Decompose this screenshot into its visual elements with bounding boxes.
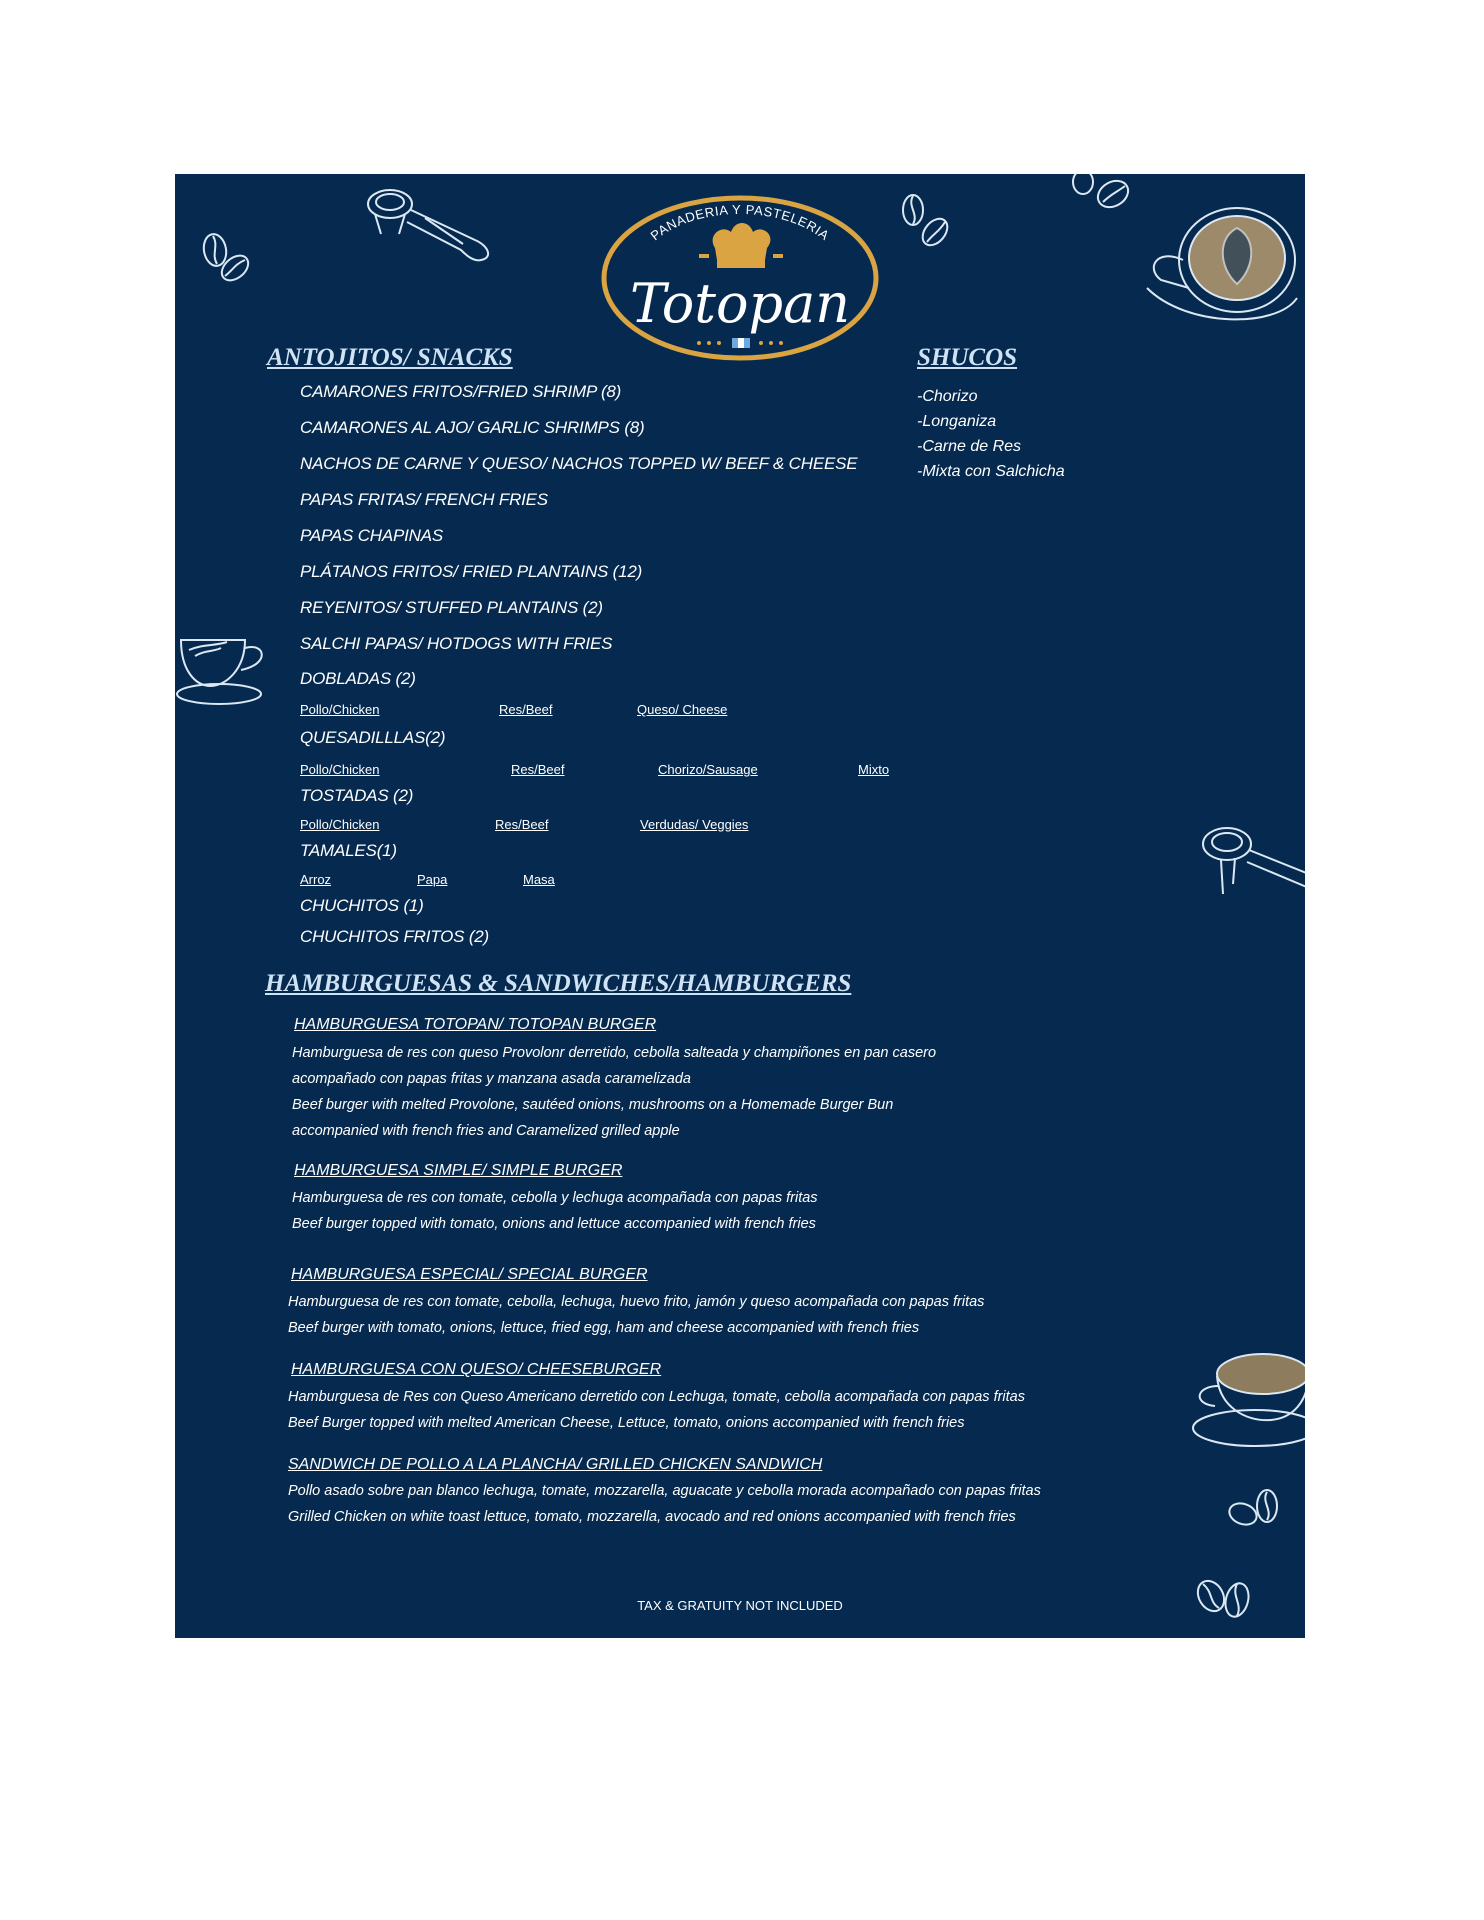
menu-item: CHUCHITOS (1) bbox=[300, 896, 424, 915]
option-label: Queso/ Cheese bbox=[637, 702, 728, 717]
burger-description-line: Beef burger topped with tomato, onions and lettuce accompanied with french fries bbox=[292, 1216, 816, 1232]
burger-description-line: accompanied with french fries and Caramelized grilled apple bbox=[292, 1123, 680, 1139]
option-label: Pollo/Chicken bbox=[300, 817, 380, 832]
burger-description-line: Beef Burger topped with melted American Cheese, Lettuce, tomato, onions accompanied with french fries bbox=[288, 1415, 965, 1431]
option-label: Masa bbox=[523, 872, 555, 887]
burger-description-line: Hamburguesa de res con tomate, cebolla y lechuga acompañada con papas fritas bbox=[292, 1190, 818, 1206]
burger-name: SANDWICH DE POLLO A LA PLANCHA/ GRILLED CHICKEN SANDWICH bbox=[288, 1456, 823, 1473]
burger-description-line: Hamburguesa de res con queso Provolonr derretido, cebolla salteada y champiñones en pan casero bbox=[292, 1045, 937, 1061]
menu-item: NACHOS DE CARNE Y QUESO/ NACHOS TOPPED W/ BEEF & CHEESE bbox=[300, 454, 858, 473]
logo-arc-text: PANADERIA Y PASTELERIA bbox=[647, 201, 833, 244]
coffee-bean-icon bbox=[1225, 1486, 1285, 1536]
tax-notice: TAX & GRATUITY NOT INCLUDED bbox=[637, 1598, 843, 1613]
bakery-logo bbox=[599, 190, 881, 362]
menu-item: PAPAS FRITAS/ FRENCH FRIES bbox=[300, 490, 548, 509]
shuco-item: -Chorizo bbox=[917, 388, 978, 405]
option-label: Mixto bbox=[858, 762, 890, 777]
menu-item: TOSTADAS (2) bbox=[300, 786, 414, 805]
shuco-item: -Carne de Res bbox=[917, 438, 1022, 455]
menu-item: SALCHI PAPAS/ HOTDOGS WITH FRIES bbox=[300, 634, 613, 653]
espresso-cup-icon bbox=[1185, 1346, 1305, 1466]
teacup-icon bbox=[175, 620, 285, 710]
menu-item: CAMARONES FRITOS/FRIED SHRIMP (8) bbox=[300, 382, 622, 401]
burger-description-line: Pollo asado sobre pan blanco lechuga, tomate, mozzarella, aguacate y cebolla morada acompañado con papas fritas bbox=[288, 1483, 1041, 1499]
coffee-bean-icon bbox=[197, 230, 257, 290]
burger-description-line: Beef burger with tomato, onions, lettuce, fried egg, ham and cheese accompanied with french fries bbox=[288, 1320, 920, 1336]
menu-item: PAPAS CHAPINAS bbox=[300, 526, 444, 545]
option-label: Pollo/Chicken bbox=[300, 702, 380, 717]
menu-item: QUESADILLLAS(2) bbox=[300, 728, 446, 747]
burger-description-line: Hamburguesa de res con tomate, cebolla, lechuga, huevo frito, jamón y queso acompañada con papas fritas bbox=[288, 1294, 985, 1310]
burger-name: HAMBURGUESA ESPECIAL/ SPECIAL BURGER bbox=[291, 1266, 648, 1283]
burger-description-line: Grilled Chicken on white toast lettuce, tomato, mozzarella, avocado and red onions accompanied with french fries bbox=[288, 1509, 1016, 1525]
burger-name: HAMBURGUESA TOTOPAN/ TOTOPAN BURGER bbox=[294, 1016, 657, 1033]
option-label: Res/Beef bbox=[511, 762, 565, 777]
option-label: Papa bbox=[417, 872, 448, 887]
burger-name: HAMBURGUESA SIMPLE/ SIMPLE BURGER bbox=[294, 1162, 623, 1179]
menu-item: PLÁTANOS FRITOS/ FRIED PLANTAINS (12) bbox=[300, 562, 643, 581]
menu-item: CAMARONES AL AJO/ GARLIC SHRIMPS (8) bbox=[300, 418, 645, 437]
menu-item: TAMALES(1) bbox=[300, 841, 397, 860]
burger-description-line: acompañado con papas fritas y manzana asada caramelizada bbox=[292, 1071, 691, 1087]
burger-name: HAMBURGUESA CON QUESO/ CHEESEBURGER bbox=[291, 1361, 662, 1378]
menu-item: CHUCHITOS FRITOS (2) bbox=[300, 927, 489, 946]
burgers-title: HAMBURGUESAS & SANDWICHES/HAMBURGERS bbox=[265, 970, 852, 997]
option-label: Pollo/Chicken bbox=[300, 762, 380, 777]
latte-cup-icon bbox=[1127, 198, 1305, 338]
flag-icon bbox=[697, 338, 783, 348]
portafilter-icon bbox=[1199, 814, 1305, 914]
menu-page bbox=[175, 174, 1305, 1638]
chef-hat-icon bbox=[699, 223, 783, 268]
option-label: Verdudas/ Veggies bbox=[640, 817, 749, 832]
burger-description-line: Hamburguesa de Res con Queso Americano derretido con Lechuga, tomate, cebolla acompañada con papas fritas bbox=[288, 1389, 1025, 1405]
shuco-item: -Longaniza bbox=[917, 413, 997, 430]
coffee-bean-icon bbox=[899, 192, 959, 252]
menu-item: DOBLADAS (2) bbox=[300, 669, 416, 688]
option-label: Chorizo/Sausage bbox=[658, 762, 758, 777]
logo-name: Totopan bbox=[629, 272, 851, 335]
snacks-title: ANTOJITOS/ SNACKS bbox=[267, 344, 513, 371]
option-label: Res/Beef bbox=[499, 702, 553, 717]
option-label: Res/Beef bbox=[495, 817, 549, 832]
shucos-title: SHUCOS bbox=[917, 344, 1018, 371]
portafilter-icon bbox=[365, 184, 505, 264]
burger-description-line: Beef burger with melted Provolone, sautéed onions, mushrooms on a Homemade Burger Bun bbox=[292, 1097, 894, 1113]
option-label: Arroz bbox=[300, 872, 332, 887]
menu-item: REYENITOS/ STUFFED PLANTAINS (2) bbox=[300, 598, 603, 617]
shuco-item: -Mixta con Salchicha bbox=[917, 463, 1065, 480]
